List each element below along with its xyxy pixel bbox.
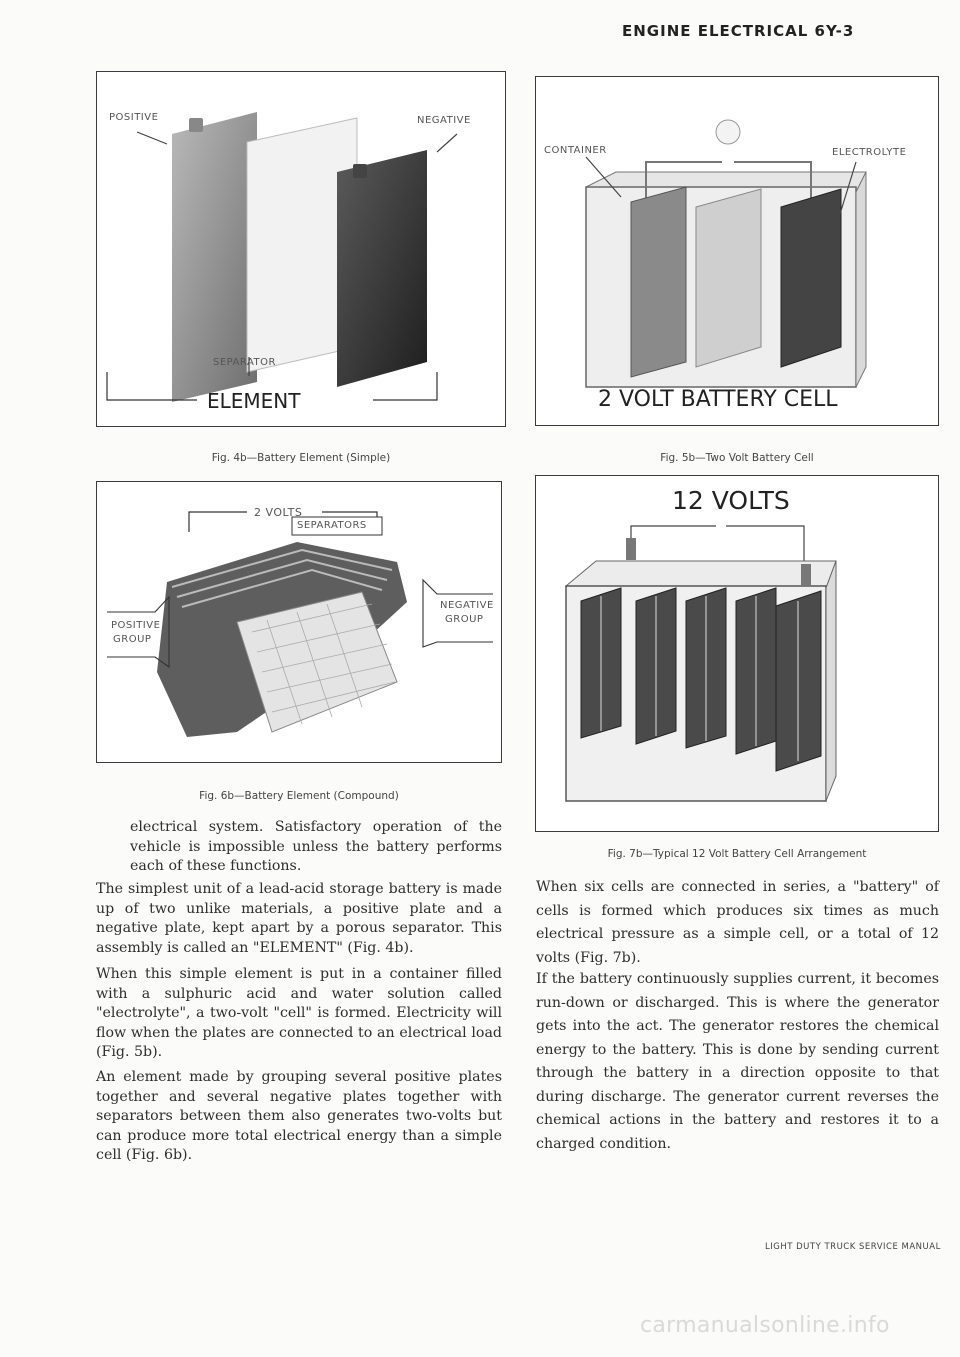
label-container: CONTAINER [544,145,607,156]
figure-6b [96,481,502,763]
right-paragraph-2: If the battery continuously supplies current, it becomes run-down or discharged. This is where the generator gets into the act. The generator restores the chemical energy to the battery. This is done by sending current through the battery in a direction opposite to that during discharge. The generator current reverses the chemical actions in the battery and restores it to a charged condition. [536,971,939,1152]
page-footer: LIGHT DUTY TRUCK SERVICE MANUAL [765,1242,941,1252]
right-paragraph-1: When six cells are connected in series, a "battery" of cells is formed which produces six times as much electrical pressure as a simple cell, or a total of 12 volts (Fig. 7b). [536,879,939,966]
caption-fig-6b: Fig. 6b—Battery Element (Compound) [199,790,399,802]
figure-5b [535,76,939,426]
left-paragraph-4: An element made by grouping several positive plates together and several negative plates together with separators between them also generates two-volts but can produce more total electrical energy than a simple cell (Fig. 6b). [96,1069,502,1163]
page-header: ENGINE ELECTRICAL 6Y-3 [622,22,855,40]
label-negative-group-2: GROUP [445,614,484,625]
site-watermark: carmanualsonline.info [640,1313,890,1338]
caption-fig-5b: Fig. 5b—Two Volt Battery Cell [660,452,814,464]
caption-fig-4b: Fig. 4b—Battery Element (Simple) [211,452,391,464]
label-negative-group-1: NEGATIVE [440,600,494,611]
figure-7b [535,475,939,832]
label-2-volts: 2 VOLTS [254,506,303,519]
left-paragraph-1: electrical system. Satisfactory operation of the vehicle is impossible unless the battery performs each of these functions. [130,819,502,874]
label-positive: POSITIVE [109,112,159,123]
label-separators: SEPARATORS [297,520,367,531]
caption-fig-7b: Fig. 7b—Typical 12 Volt Battery Cell Arrangement [607,848,867,860]
figure-4b [96,71,506,427]
label-element: ELEMENT [207,389,301,413]
label-2-volt-cell: 2 VOLT BATTERY CELL [598,387,838,412]
label-positive-group-1: POSITIVE [111,620,161,631]
label-positive-group-2: GROUP [113,634,152,645]
label-negative: NEGATIVE [417,115,471,126]
two-volt-cell-illustration [536,77,939,426]
label-12-volts: 12 VOLTS [672,486,790,515]
label-separator: SEPARATOR [213,357,276,368]
twelve-volt-battery-illustration [536,476,939,832]
label-electrolyte: ELECTROLYTE [832,147,907,158]
left-paragraph-3: When this simple element is put in a container filled with a sulphuric acid and water solution called "electrolyte", a two-volt "cell" is formed. Electricity will flow when the plates are connected to an electrical load (Fig. 5b). [96,966,502,1060]
left-paragraph-2: The simplest unit of a lead-acid storage battery is made up of two unlike materials, a positive plate and a negative plate, kept apart by a porous separator. This assembly is called an "ELEMENT" (Fig. 4b). [96,881,502,956]
